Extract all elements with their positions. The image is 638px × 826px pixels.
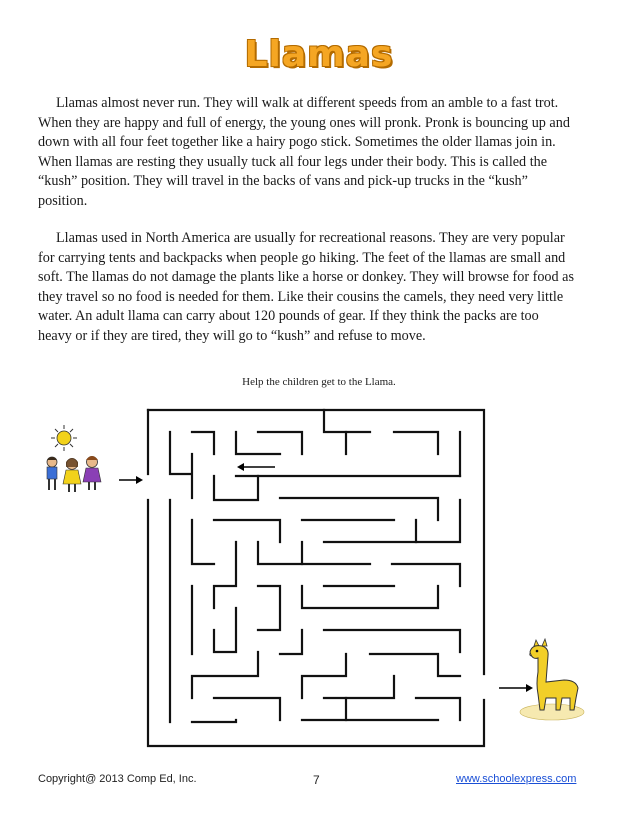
maze-caption: Help the children get to the Llama.: [242, 376, 396, 388]
paragraph-line: position.: [38, 192, 88, 209]
paragraph-llama-movement: [38, 94, 604, 212]
paragraph-line: Llamas almost never run. They will walk at different speeds from an amble to a fast trot.: [56, 95, 559, 111]
paragraph-line: Llamas used in North America are usually for recreational reasons. They are very popular: [56, 230, 565, 246]
paragraph-line: water. An adult llama can carry about 120 pounds of gear. If they think the packs are too: [38, 308, 539, 325]
paragraph-line: down with all four feet together like a hairy pogo stick. Sometimes the older llamas join in.: [38, 134, 556, 151]
title-banner: [0, 34, 638, 75]
children-icon: [42, 424, 108, 496]
sun-icon: [51, 425, 77, 451]
copyright-text: Copyright@ 2013 Comp Ed, Inc.: [38, 773, 197, 785]
page-title: Llamas: [244, 34, 394, 75]
arrow-icon: [236, 461, 276, 473]
paragraph-line: they travel so no food is needed for them. Like their cousins the camels, they need very little: [38, 288, 564, 305]
paragraph-line: for carrying tents and backpacks when people go hiking. The feet of the llamas are small and: [38, 249, 566, 266]
paragraph-llama-uses: [38, 229, 604, 347]
page-number: 7: [313, 773, 320, 787]
website-link[interactable]: www.schoolexpress.com: [456, 773, 577, 785]
paragraph-line: soft. The llamas do not damage the plants like a horse or donkey. They will browse for food as: [38, 269, 574, 286]
llama-icon: [518, 638, 588, 722]
paragraph-line: When llamas are resting they usually tuck all four legs under their body. This is called the: [38, 153, 548, 170]
paragraph-line: When they are happy and full of energy, the young ones will pronk. Pronk is bouncing up and: [38, 114, 570, 131]
paragraph-line: “kush” position. They will travel in the backs of vans and pick-up trucks in the “kush”: [38, 173, 528, 190]
maze[interactable]: [140, 402, 492, 754]
paragraph-line: heavy or if they are tired, they will go to “kush” and refuse to move.: [38, 327, 426, 344]
